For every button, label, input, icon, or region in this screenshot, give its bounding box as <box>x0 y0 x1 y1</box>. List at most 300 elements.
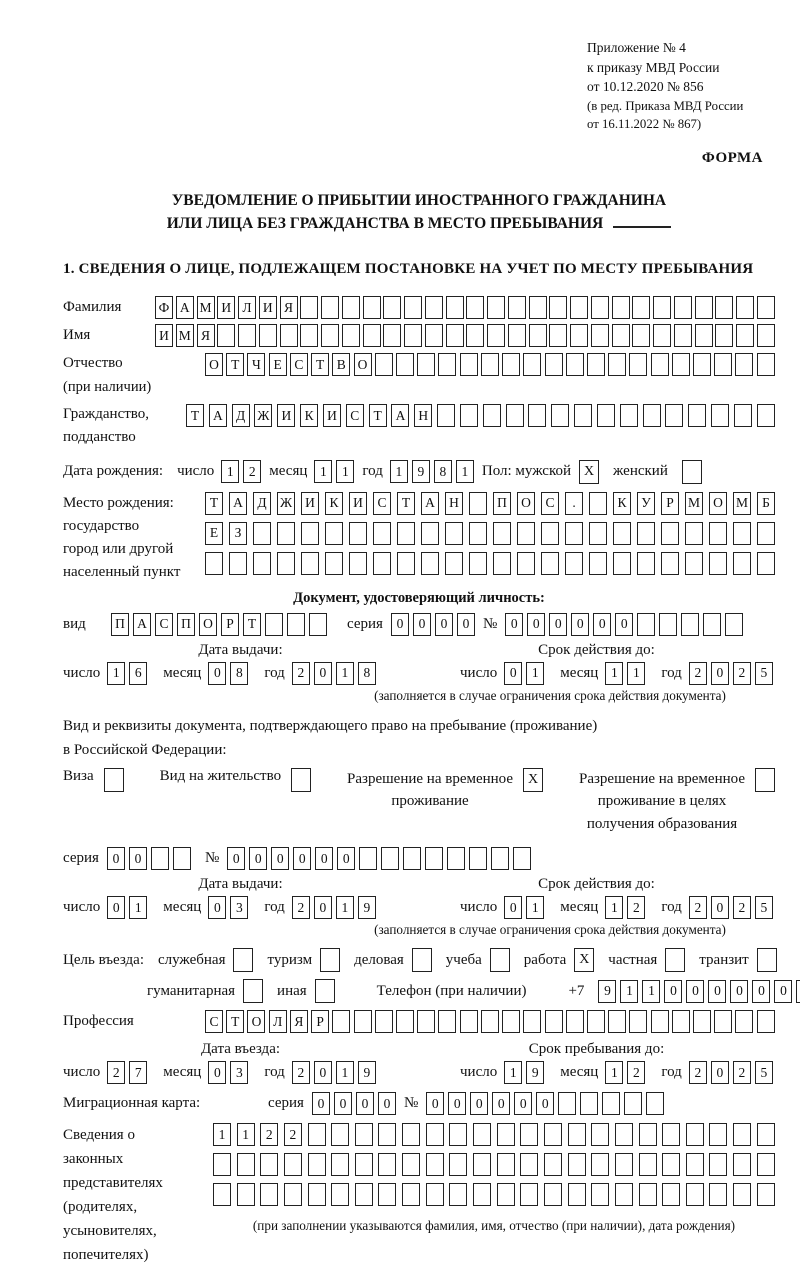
char-cell[interactable] <box>693 353 711 376</box>
char-cell[interactable] <box>757 324 775 347</box>
char-cell[interactable] <box>425 296 443 319</box>
char-cell[interactable] <box>473 1183 491 1206</box>
char-cell[interactable]: Л <box>269 1010 287 1033</box>
char-cell[interactable] <box>425 324 443 347</box>
char-cell[interactable]: 1 <box>336 460 354 483</box>
char-cell[interactable] <box>449 1123 467 1146</box>
char-cell[interactable] <box>672 353 690 376</box>
char-cell[interactable]: 0 <box>208 896 226 919</box>
char-cell[interactable] <box>473 1123 491 1146</box>
char-cell[interactable] <box>544 1153 562 1176</box>
char-cell[interactable] <box>639 1183 657 1206</box>
char-cell[interactable]: 6 <box>129 662 147 685</box>
char-cell[interactable]: 0 <box>448 1092 466 1115</box>
char-cell[interactable] <box>715 296 733 319</box>
char-cell[interactable] <box>637 613 655 636</box>
char-cell[interactable]: 0 <box>549 613 567 636</box>
char-cell[interactable] <box>662 1123 680 1146</box>
char-cell[interactable] <box>287 613 305 636</box>
char-cell[interactable] <box>637 522 655 545</box>
char-cell[interactable]: Е <box>269 353 287 376</box>
char-cell[interactable]: 0 <box>711 662 729 685</box>
char-cell[interactable] <box>300 324 318 347</box>
char-cell[interactable]: И <box>217 296 235 319</box>
char-cell[interactable]: 9 <box>358 1061 376 1084</box>
char-cell[interactable] <box>541 522 559 545</box>
purpose-humanitarian-checkbox[interactable] <box>243 979 263 1003</box>
char-cell[interactable] <box>733 1183 751 1206</box>
char-cell[interactable] <box>284 1183 302 1206</box>
char-cell[interactable]: 0 <box>752 980 770 1003</box>
char-cell[interactable] <box>425 847 443 870</box>
char-cell[interactable] <box>213 1183 231 1206</box>
char-cell[interactable] <box>757 522 775 545</box>
char-cell[interactable] <box>301 552 319 575</box>
char-cell[interactable]: 2 <box>260 1123 278 1146</box>
purpose-study-checkbox[interactable] <box>490 948 510 972</box>
char-cell[interactable] <box>355 1153 373 1176</box>
char-cell[interactable] <box>661 522 679 545</box>
char-cell[interactable]: К <box>325 492 343 515</box>
char-cell[interactable]: С <box>290 353 308 376</box>
char-cell[interactable]: 0 <box>314 896 332 919</box>
char-cell[interactable] <box>259 324 277 347</box>
char-cell[interactable] <box>733 1153 751 1176</box>
char-cell[interactable]: К <box>300 404 318 427</box>
char-cell[interactable] <box>651 353 669 376</box>
char-cell[interactable]: 2 <box>627 1061 645 1084</box>
char-cell[interactable] <box>624 1092 642 1115</box>
char-cell[interactable] <box>529 296 547 319</box>
char-cell[interactable] <box>397 552 415 575</box>
char-cell[interactable] <box>265 613 283 636</box>
char-cell[interactable] <box>487 324 505 347</box>
char-cell[interactable] <box>517 552 535 575</box>
char-cell[interactable] <box>284 1153 302 1176</box>
char-cell[interactable]: И <box>323 404 341 427</box>
char-cell[interactable]: 0 <box>107 847 125 870</box>
char-cell[interactable] <box>417 353 435 376</box>
char-cell[interactable]: 2 <box>292 896 310 919</box>
char-cell[interactable]: 2 <box>243 460 261 483</box>
char-cell[interactable] <box>426 1153 444 1176</box>
char-cell[interactable] <box>301 522 319 545</box>
char-cell[interactable]: 9 <box>526 1061 544 1084</box>
char-cell[interactable] <box>449 1183 467 1206</box>
char-cell[interactable]: 0 <box>334 1092 352 1115</box>
char-cell[interactable] <box>558 1092 576 1115</box>
char-cell[interactable]: 1 <box>605 896 623 919</box>
char-cell[interactable]: 0 <box>514 1092 532 1115</box>
char-cell[interactable] <box>733 1123 751 1146</box>
char-cell[interactable]: 1 <box>107 662 125 685</box>
char-cell[interactable] <box>545 1010 563 1033</box>
char-cell[interactable] <box>309 613 327 636</box>
char-cell[interactable] <box>373 522 391 545</box>
char-cell[interactable] <box>402 1153 420 1176</box>
char-cell[interactable] <box>639 1153 657 1176</box>
char-cell[interactable] <box>757 404 775 427</box>
char-cell[interactable]: 0 <box>664 980 682 1003</box>
char-cell[interactable]: С <box>541 492 559 515</box>
char-cell[interactable]: С <box>205 1010 223 1033</box>
char-cell[interactable] <box>355 1123 373 1146</box>
char-cell[interactable] <box>373 552 391 575</box>
char-cell[interactable] <box>544 1183 562 1206</box>
char-cell[interactable]: 0 <box>686 980 704 1003</box>
char-cell[interactable] <box>565 522 583 545</box>
char-cell[interactable] <box>375 353 393 376</box>
char-cell[interactable] <box>662 1153 680 1176</box>
char-cell[interactable]: 0 <box>426 1092 444 1115</box>
char-cell[interactable] <box>591 1153 609 1176</box>
char-cell[interactable] <box>383 296 401 319</box>
char-cell[interactable] <box>591 324 609 347</box>
char-cell[interactable]: Ж <box>254 404 272 427</box>
char-cell[interactable] <box>396 353 414 376</box>
char-cell[interactable] <box>693 1010 711 1033</box>
char-cell[interactable] <box>613 522 631 545</box>
char-cell[interactable]: 0 <box>378 1092 396 1115</box>
char-cell[interactable] <box>375 1010 393 1033</box>
char-cell[interactable] <box>608 353 626 376</box>
char-cell[interactable]: 0 <box>536 1092 554 1115</box>
char-cell[interactable] <box>506 404 524 427</box>
char-cell[interactable] <box>615 1153 633 1176</box>
char-cell[interactable] <box>354 1010 372 1033</box>
char-cell[interactable] <box>520 1123 538 1146</box>
char-cell[interactable]: Т <box>186 404 204 427</box>
char-cell[interactable] <box>613 552 631 575</box>
char-cell[interactable] <box>513 847 531 870</box>
char-cell[interactable] <box>229 552 247 575</box>
char-cell[interactable] <box>734 404 752 427</box>
char-cell[interactable] <box>473 1153 491 1176</box>
char-cell[interactable] <box>646 1092 664 1115</box>
char-cell[interactable] <box>570 324 588 347</box>
char-cell[interactable]: 0 <box>391 613 409 636</box>
char-cell[interactable] <box>321 296 339 319</box>
char-cell[interactable] <box>325 552 343 575</box>
char-cell[interactable] <box>597 404 615 427</box>
char-cell[interactable] <box>714 353 732 376</box>
char-cell[interactable] <box>253 522 271 545</box>
char-cell[interactable] <box>469 492 487 515</box>
char-cell[interactable] <box>659 613 677 636</box>
char-cell[interactable] <box>342 296 360 319</box>
char-cell[interactable] <box>651 1010 669 1033</box>
char-cell[interactable]: 1 <box>605 662 623 685</box>
char-cell[interactable] <box>665 404 683 427</box>
char-cell[interactable] <box>421 522 439 545</box>
char-cell[interactable] <box>757 1183 775 1206</box>
char-cell[interactable]: 8 <box>230 662 248 685</box>
char-cell[interactable]: 0 <box>457 613 475 636</box>
char-cell[interactable]: Ж <box>277 492 295 515</box>
char-cell[interactable]: 1 <box>237 1123 255 1146</box>
char-cell[interactable] <box>709 552 727 575</box>
char-cell[interactable]: 0 <box>711 896 729 919</box>
char-cell[interactable]: 1 <box>221 460 239 483</box>
char-cell[interactable]: 1 <box>627 662 645 685</box>
char-cell[interactable] <box>359 847 377 870</box>
char-cell[interactable]: А <box>229 492 247 515</box>
char-cell[interactable] <box>736 296 754 319</box>
char-cell[interactable] <box>237 1183 255 1206</box>
char-cell[interactable]: 9 <box>412 460 430 483</box>
sex-male-checkbox[interactable]: X <box>579 460 599 484</box>
char-cell[interactable] <box>508 296 526 319</box>
char-cell[interactable] <box>757 296 775 319</box>
char-cell[interactable] <box>709 1123 727 1146</box>
char-cell[interactable]: Т <box>397 492 415 515</box>
char-cell[interactable] <box>331 1123 349 1146</box>
char-cell[interactable]: 0 <box>356 1092 374 1115</box>
char-cell[interactable] <box>445 552 463 575</box>
char-cell[interactable] <box>402 1183 420 1206</box>
char-cell[interactable] <box>446 324 464 347</box>
char-cell[interactable] <box>426 1183 444 1206</box>
char-cell[interactable]: 8 <box>358 662 376 685</box>
char-cell[interactable]: . <box>565 492 583 515</box>
char-cell[interactable] <box>260 1153 278 1176</box>
char-cell[interactable] <box>589 552 607 575</box>
char-cell[interactable] <box>551 404 569 427</box>
char-cell[interactable] <box>757 353 775 376</box>
visa-checkbox[interactable] <box>104 768 124 792</box>
char-cell[interactable]: 0 <box>107 896 125 919</box>
char-cell[interactable]: 2 <box>689 1061 707 1084</box>
char-cell[interactable]: А <box>209 404 227 427</box>
char-cell[interactable]: Я <box>290 1010 308 1033</box>
char-cell[interactable]: 0 <box>708 980 726 1003</box>
char-cell[interactable]: Р <box>311 1010 329 1033</box>
char-cell[interactable] <box>620 404 638 427</box>
char-cell[interactable]: 9 <box>598 980 616 1003</box>
purpose-tourism-checkbox[interactable] <box>320 948 340 972</box>
char-cell[interactable]: О <box>517 492 535 515</box>
char-cell[interactable]: И <box>301 492 319 515</box>
char-cell[interactable]: 2 <box>292 1061 310 1084</box>
char-cell[interactable]: 2 <box>733 1061 751 1084</box>
char-cell[interactable]: 1 <box>526 662 544 685</box>
char-cell[interactable] <box>615 1123 633 1146</box>
char-cell[interactable]: К <box>613 492 631 515</box>
char-cell[interactable]: 0 <box>315 847 333 870</box>
char-cell[interactable]: 1 <box>504 1061 522 1084</box>
char-cell[interactable] <box>608 1010 626 1033</box>
char-cell[interactable] <box>632 324 650 347</box>
char-cell[interactable] <box>541 552 559 575</box>
char-cell[interactable]: 0 <box>312 1092 330 1115</box>
char-cell[interactable] <box>674 324 692 347</box>
purpose-transit-checkbox[interactable] <box>757 948 777 972</box>
char-cell[interactable] <box>213 1153 231 1176</box>
purpose-business-checkbox[interactable] <box>412 948 432 972</box>
char-cell[interactable] <box>637 552 655 575</box>
char-cell[interactable]: Я <box>197 324 215 347</box>
char-cell[interactable]: 2 <box>292 662 310 685</box>
char-cell[interactable] <box>565 552 583 575</box>
char-cell[interactable]: 0 <box>227 847 245 870</box>
char-cell[interactable] <box>574 404 592 427</box>
char-cell[interactable] <box>445 522 463 545</box>
char-cell[interactable] <box>426 1123 444 1146</box>
char-cell[interactable] <box>686 1183 704 1206</box>
char-cell[interactable]: 0 <box>208 662 226 685</box>
char-cell[interactable]: 0 <box>527 613 545 636</box>
char-cell[interactable] <box>695 324 713 347</box>
char-cell[interactable]: В <box>332 353 350 376</box>
char-cell[interactable] <box>568 1153 586 1176</box>
char-cell[interactable] <box>568 1123 586 1146</box>
char-cell[interactable]: 2 <box>284 1123 302 1146</box>
char-cell[interactable] <box>237 1153 255 1176</box>
char-cell[interactable] <box>460 404 478 427</box>
char-cell[interactable] <box>545 353 563 376</box>
char-cell[interactable] <box>321 324 339 347</box>
char-cell[interactable]: 0 <box>208 1061 226 1084</box>
char-cell[interactable] <box>709 1183 727 1206</box>
char-cell[interactable]: Ф <box>155 296 173 319</box>
char-cell[interactable] <box>355 1183 373 1206</box>
char-cell[interactable]: Л <box>238 296 256 319</box>
char-cell[interactable]: 7 <box>129 1061 147 1084</box>
char-cell[interactable]: 0 <box>271 847 289 870</box>
char-cell[interactable] <box>587 353 605 376</box>
char-cell[interactable]: 0 <box>505 613 523 636</box>
char-cell[interactable]: Р <box>661 492 679 515</box>
char-cell[interactable] <box>580 1092 598 1115</box>
char-cell[interactable] <box>421 552 439 575</box>
char-cell[interactable]: О <box>205 353 223 376</box>
char-cell[interactable] <box>342 324 360 347</box>
char-cell[interactable] <box>396 1010 414 1033</box>
char-cell[interactable] <box>404 296 422 319</box>
char-cell[interactable] <box>715 324 733 347</box>
purpose-work-checkbox[interactable]: X <box>574 948 594 972</box>
char-cell[interactable] <box>733 522 751 545</box>
char-cell[interactable] <box>502 353 520 376</box>
char-cell[interactable] <box>796 980 800 1003</box>
char-cell[interactable]: П <box>177 613 195 636</box>
char-cell[interactable] <box>568 1183 586 1206</box>
char-cell[interactable] <box>566 1010 584 1033</box>
char-cell[interactable]: Т <box>226 353 244 376</box>
char-cell[interactable] <box>709 1153 727 1176</box>
char-cell[interactable]: П <box>111 613 129 636</box>
char-cell[interactable] <box>757 1123 775 1146</box>
char-cell[interactable] <box>381 847 399 870</box>
char-cell[interactable] <box>466 296 484 319</box>
char-cell[interactable] <box>688 404 706 427</box>
char-cell[interactable]: Н <box>445 492 463 515</box>
char-cell[interactable] <box>447 847 465 870</box>
char-cell[interactable]: 0 <box>504 662 522 685</box>
char-cell[interactable] <box>629 353 647 376</box>
char-cell[interactable]: 1 <box>213 1123 231 1146</box>
char-cell[interactable] <box>300 296 318 319</box>
char-cell[interactable] <box>403 847 421 870</box>
char-cell[interactable] <box>308 1123 326 1146</box>
char-cell[interactable] <box>589 522 607 545</box>
char-cell[interactable]: Д <box>253 492 271 515</box>
char-cell[interactable]: С <box>155 613 173 636</box>
char-cell[interactable]: 2 <box>733 896 751 919</box>
char-cell[interactable]: 5 <box>755 896 773 919</box>
char-cell[interactable] <box>417 1010 435 1033</box>
char-cell[interactable] <box>349 552 367 575</box>
char-cell[interactable]: О <box>199 613 217 636</box>
char-cell[interactable] <box>378 1183 396 1206</box>
char-cell[interactable]: 2 <box>627 896 645 919</box>
char-cell[interactable] <box>469 847 487 870</box>
char-cell[interactable] <box>549 324 567 347</box>
char-cell[interactable] <box>674 296 692 319</box>
char-cell[interactable] <box>686 1153 704 1176</box>
char-cell[interactable]: Т <box>226 1010 244 1033</box>
char-cell[interactable]: О <box>709 492 727 515</box>
char-cell[interactable] <box>685 552 703 575</box>
char-cell[interactable] <box>529 324 547 347</box>
char-cell[interactable] <box>685 522 703 545</box>
char-cell[interactable]: 9 <box>358 896 376 919</box>
char-cell[interactable] <box>661 552 679 575</box>
char-cell[interactable] <box>528 404 546 427</box>
char-cell[interactable]: 0 <box>470 1092 488 1115</box>
char-cell[interactable] <box>629 1010 647 1033</box>
char-cell[interactable] <box>757 1010 775 1033</box>
char-cell[interactable] <box>653 324 671 347</box>
residence-permit-checkbox[interactable] <box>291 768 311 792</box>
char-cell[interactable] <box>217 324 235 347</box>
char-cell[interactable] <box>733 552 751 575</box>
char-cell[interactable] <box>469 522 487 545</box>
char-cell[interactable]: 0 <box>337 847 355 870</box>
char-cell[interactable] <box>466 324 484 347</box>
char-cell[interactable] <box>481 1010 499 1033</box>
char-cell[interactable]: 5 <box>755 662 773 685</box>
temp-residence-checkbox[interactable]: X <box>523 768 543 792</box>
char-cell[interactable]: И <box>155 324 173 347</box>
char-cell[interactable] <box>253 552 271 575</box>
char-cell[interactable]: М <box>176 324 194 347</box>
char-cell[interactable] <box>517 522 535 545</box>
char-cell[interactable] <box>438 353 456 376</box>
char-cell[interactable] <box>757 1153 775 1176</box>
char-cell[interactable] <box>612 324 630 347</box>
purpose-private-checkbox[interactable] <box>665 948 685 972</box>
char-cell[interactable] <box>437 404 455 427</box>
char-cell[interactable] <box>566 353 584 376</box>
char-cell[interactable]: 0 <box>774 980 792 1003</box>
char-cell[interactable] <box>497 1153 515 1176</box>
char-cell[interactable]: Д <box>232 404 250 427</box>
char-cell[interactable] <box>497 1123 515 1146</box>
char-cell[interactable] <box>544 1123 562 1146</box>
char-cell[interactable] <box>725 613 743 636</box>
char-cell[interactable] <box>643 404 661 427</box>
char-cell[interactable] <box>672 1010 690 1033</box>
char-cell[interactable]: 0 <box>615 613 633 636</box>
char-cell[interactable]: 0 <box>504 896 522 919</box>
char-cell[interactable] <box>493 552 511 575</box>
char-cell[interactable] <box>280 324 298 347</box>
char-cell[interactable]: Т <box>205 492 223 515</box>
char-cell[interactable] <box>757 552 775 575</box>
char-cell[interactable]: Т <box>311 353 329 376</box>
char-cell[interactable]: Б <box>757 492 775 515</box>
